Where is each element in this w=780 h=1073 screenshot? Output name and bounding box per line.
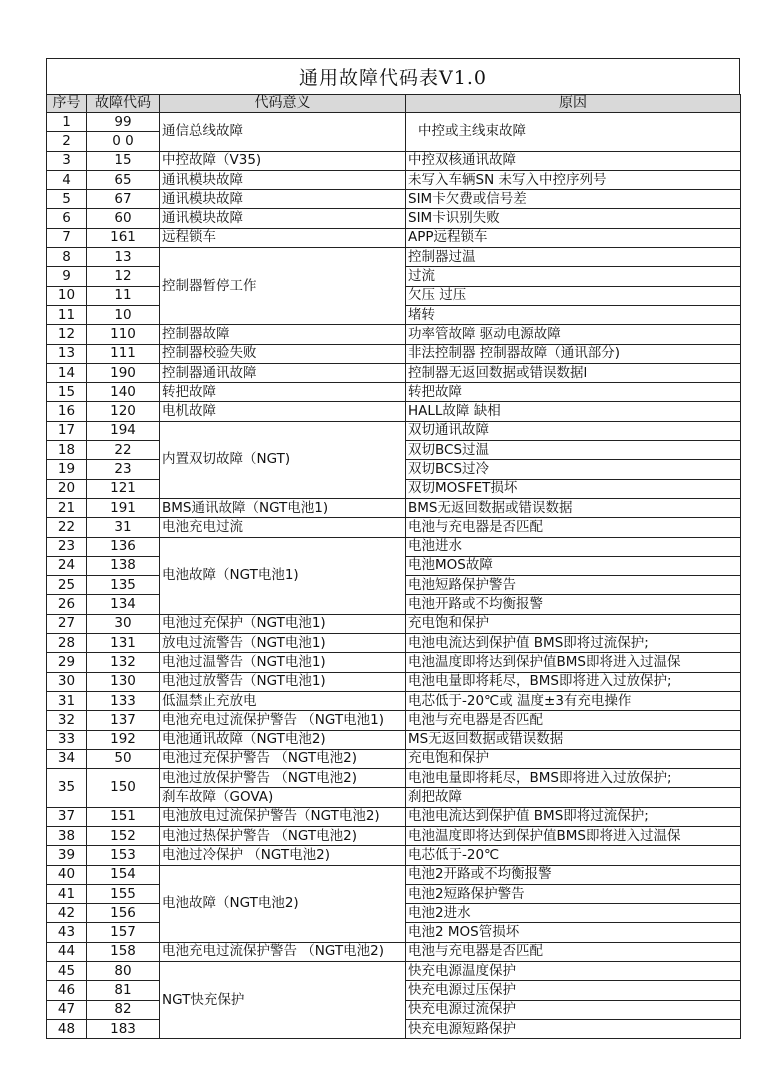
row-code: 151 [87,807,160,826]
row-meaning: 电池通讯故障（NGT电池2) [160,730,406,749]
row-meaning: 通讯模块故障 [160,190,406,209]
row-meaning: 内置双切故障（NGT) [160,421,406,498]
row-seq: 30 [47,672,87,691]
row-meaning: 电机故障 [160,402,406,421]
header-seq: 序号 [47,95,87,113]
row-seq: 15 [47,383,87,402]
table-row [47,151,741,170]
row-code: 0 0 [87,132,160,151]
row-cause: 过流 [406,267,741,286]
row-seq: 35 [47,769,87,808]
row-meaning: 控制器故障 [160,325,406,344]
row-seq: 31 [47,691,87,710]
row-code: 161 [87,228,160,247]
row-meaning: 转把故障 [160,383,406,402]
table-row [47,614,741,633]
row-code: 13 [87,248,160,267]
row-cause: 充电饱和保护 [406,749,741,768]
row-code: 138 [87,556,160,575]
row-cause: 电池2进水 [406,904,741,923]
row-cause: 控制器无返回数据或错误数据l [406,363,741,382]
row-cause: 电池短路保护警告 [406,576,741,595]
row-seq: 20 [47,479,87,498]
row-seq: 9 [47,267,87,286]
row-cause: MS无返回数据或错误数据 [406,730,741,749]
table-row [47,942,741,961]
table-row [47,518,741,537]
row-code: 120 [87,402,160,421]
row-cause: SIM卡识别失败 [406,209,741,228]
header-cause: 原因 [406,95,741,113]
row-seq: 19 [47,460,87,479]
row-code: 31 [87,518,160,537]
row-meaning: 电池过温警告（NGT电池1) [160,653,406,672]
row-code: 82 [87,1000,160,1019]
table-row [47,383,741,402]
row-seq: 10 [47,286,87,305]
row-code: 10 [87,305,160,324]
row-code: 155 [87,884,160,903]
row-cause: 电芯低于-20℃或 温度±3有充电操作 [406,691,741,710]
table-row [47,730,741,749]
row-code: 150 [87,769,160,808]
row-meaning: 控制器暂停工作 [160,248,406,325]
row-cause: 中控双核通讯故障 [406,151,741,170]
row-cause: 电芯低于-20℃ [406,846,741,865]
row-code: 157 [87,923,160,942]
table-row [47,691,741,710]
row-cause: 电池2短路保护警告 [406,884,741,903]
header-code: 故障代码 [87,95,160,113]
table-row [47,749,741,768]
row-code: 15 [87,151,160,170]
row-cause: 电池电量即将耗尽，BMS即将进入过放保护; [406,672,741,691]
table-row [47,634,741,653]
row-seq: 27 [47,614,87,633]
row-code: 132 [87,653,160,672]
row-meaning: 电池充电过流 [160,518,406,537]
row-cause: 转把故障 [406,383,741,402]
row-meaning: 电池过充保护（NGT电池1) [160,614,406,633]
row-meaning: 通讯模块故障 [160,209,406,228]
row-seq: 32 [47,711,87,730]
row-meaning: 控制器校验失败 [160,344,406,363]
row-meaning: 电池故障（NGT电池1) [160,537,406,614]
row-code: 136 [87,537,160,556]
row-cause: APP远程锁车 [406,228,741,247]
row-cause: 电池2开路或不均衡报警 [406,865,741,884]
table-row [47,769,741,788]
row-cause: 电池与充电器是否匹配 [406,942,741,961]
row-seq: 25 [47,576,87,595]
row-cause: 电池2 MOS管损坏 [406,923,741,942]
row-meaning: 通讯模块故障 [160,170,406,189]
row-seq: 46 [47,981,87,1000]
row-code: 152 [87,826,160,845]
row-meaning: 远程锁车 [160,228,406,247]
row-cause: HALL故障 缺相 [406,402,741,421]
row-cause: 电池温度即将达到保护值BMS即将进入过温保 [406,826,741,845]
row-code: 80 [87,962,160,981]
row-cause: 刹把故障 [406,788,741,807]
row-cause: 双切MOSFET损坏 [406,479,741,498]
row-seq: 45 [47,962,87,981]
row-seq: 47 [47,1000,87,1019]
row-code: 110 [87,325,160,344]
row-seq: 44 [47,942,87,961]
row-cause: 充电饱和保护 [406,614,741,633]
row-seq: 42 [47,904,87,923]
row-code: 67 [87,190,160,209]
row-cause: 电池MOS故障 [406,556,741,575]
row-meaning: NGT快充保护 [160,962,406,1039]
row-seq: 37 [47,807,87,826]
row-cause: 电池电流达到保护值 BMS即将过流保护; [406,807,741,826]
table-row [47,344,741,363]
row-code: 11 [87,286,160,305]
row-seq: 21 [47,498,87,517]
row-seq: 3 [47,151,87,170]
row-code: 12 [87,267,160,286]
row-meaning: 电池充电过流保护警告 （NGT电池1) [160,711,406,730]
row-meaning: 放电过流警告（NGT电池1) [160,634,406,653]
row-cause: 快充电源温度保护 [406,962,741,981]
row-seq: 29 [47,653,87,672]
fault-code-sheet [46,58,740,1039]
row-seq: 41 [47,884,87,903]
row-code: 158 [87,942,160,961]
row-code: 121 [87,479,160,498]
row-cause: 未写入车辆SN 未写入中控序列号 [406,170,741,189]
table-row [47,672,741,691]
row-cause: 双切BCS过冷 [406,460,741,479]
row-code: 191 [87,498,160,517]
row-code: 22 [87,441,160,460]
row-code: 154 [87,865,160,884]
row-code: 133 [87,691,160,710]
row-seq: 26 [47,595,87,614]
row-seq: 48 [47,1019,87,1038]
row-cause: 双切通讯故障 [406,421,741,440]
row-code: 135 [87,576,160,595]
row-seq: 33 [47,730,87,749]
row-seq: 16 [47,402,87,421]
row-code: 50 [87,749,160,768]
row-cause: 快充电源短路保护 [406,1019,741,1038]
table-row [47,170,741,189]
row-cause: 快充电源过流保护 [406,1000,741,1019]
header-meaning: 代码意义 [160,95,406,113]
row-seq: 39 [47,846,87,865]
row-cause: 快充电源过压保护 [406,981,741,1000]
row-code: 60 [87,209,160,228]
row-seq: 13 [47,344,87,363]
table-row [47,402,741,421]
row-cause: 中控或主线束故障 [406,113,741,152]
row-seq: 24 [47,556,87,575]
row-cause: 控制器过温 [406,248,741,267]
row-seq: 8 [47,248,87,267]
row-cause: BMS无返回数据或错误数据 [406,498,741,517]
table-row [47,962,741,981]
row-seq: 40 [47,865,87,884]
row-seq: 34 [47,749,87,768]
row-seq: 7 [47,228,87,247]
fault-code-table [46,94,741,1039]
row-code: 183 [87,1019,160,1038]
table-body [47,113,741,1039]
table-row [47,807,741,826]
row-code: 134 [87,595,160,614]
row-cause: 电池开路或不均衡报警 [406,595,741,614]
row-seq: 6 [47,209,87,228]
row-code: 30 [87,614,160,633]
table-row [47,711,741,730]
page-title: 通用故障代码表V1.0 [46,58,740,94]
row-cause: 电池电流达到保护值 BMS即将过流保护; [406,634,741,653]
row-meaning: 电池过热保护警告 （NGT电池2) [160,826,406,845]
table-row [47,209,741,228]
row-cause: 欠压 过压 [406,286,741,305]
table-row [47,846,741,865]
row-meaning: BMS通讯故障（NGT电池1) [160,498,406,517]
row-meaning: 通信总线故障 [160,113,406,152]
row-meaning: 电池过放保护警告 （NGT电池2) [160,769,406,788]
row-code: 156 [87,904,160,923]
row-seq: 11 [47,305,87,324]
row-cause: 双切BCS过温 [406,441,741,460]
row-meaning: 刹车故障（GOVA) [160,788,406,807]
row-seq: 23 [47,537,87,556]
row-meaning: 电池故障（NGT电池2) [160,865,406,942]
row-code: 137 [87,711,160,730]
row-meaning: 控制器通讯故障 [160,363,406,382]
row-seq: 22 [47,518,87,537]
row-seq: 17 [47,421,87,440]
table-row [47,113,741,132]
row-code: 65 [87,170,160,189]
row-seq: 5 [47,190,87,209]
row-meaning: 电池过冷保护 （NGT电池2) [160,846,406,865]
row-cause: 电池温度即将达到保护值BMS即将进入过温保 [406,653,741,672]
row-meaning: 电池过放警告（NGT电池1) [160,672,406,691]
table-row [47,363,741,382]
row-cause: 电池与充电器是否匹配 [406,711,741,730]
row-code: 194 [87,421,160,440]
row-meaning: 电池过充保护警告 （NGT电池2) [160,749,406,768]
row-code: 153 [87,846,160,865]
row-code: 192 [87,730,160,749]
table-row [47,653,741,672]
table-row [47,248,741,267]
row-seq: 28 [47,634,87,653]
row-code: 81 [87,981,160,1000]
row-cause: SIM卡欠费或信号差 [406,190,741,209]
header-row [47,95,741,113]
table-row [47,421,741,440]
table-row [47,190,741,209]
row-meaning: 电池放电过流保护警告（NGT电池2) [160,807,406,826]
row-meaning: 电池充电过流保护警告 （NGT电池2) [160,942,406,961]
table-row [47,826,741,845]
row-meaning: 低温禁止充放电 [160,691,406,710]
table-row [47,498,741,517]
row-cause: 非法控制器 控制器故障（通讯部分) [406,344,741,363]
row-seq: 14 [47,363,87,382]
row-seq: 12 [47,325,87,344]
row-code: 23 [87,460,160,479]
table-row [47,325,741,344]
row-seq: 4 [47,170,87,189]
row-code: 111 [87,344,160,363]
row-seq: 38 [47,826,87,845]
table-row [47,865,741,884]
row-code: 130 [87,672,160,691]
row-seq: 2 [47,132,87,151]
row-code: 140 [87,383,160,402]
row-seq: 43 [47,923,87,942]
row-code: 190 [87,363,160,382]
table-row [47,537,741,556]
row-seq: 1 [47,113,87,132]
row-cause: 堵转 [406,305,741,324]
row-code: 131 [87,634,160,653]
row-seq: 18 [47,441,87,460]
row-cause: 电池电量即将耗尽，BMS即将进入过放保护; [406,769,741,788]
row-cause: 功率管故障 驱动电源故障 [406,325,741,344]
row-meaning: 中控故障（V35) [160,151,406,170]
table-row [47,228,741,247]
row-code: 99 [87,113,160,132]
row-cause: 电池与充电器是否匹配 [406,518,741,537]
row-cause: 电池进水 [406,537,741,556]
